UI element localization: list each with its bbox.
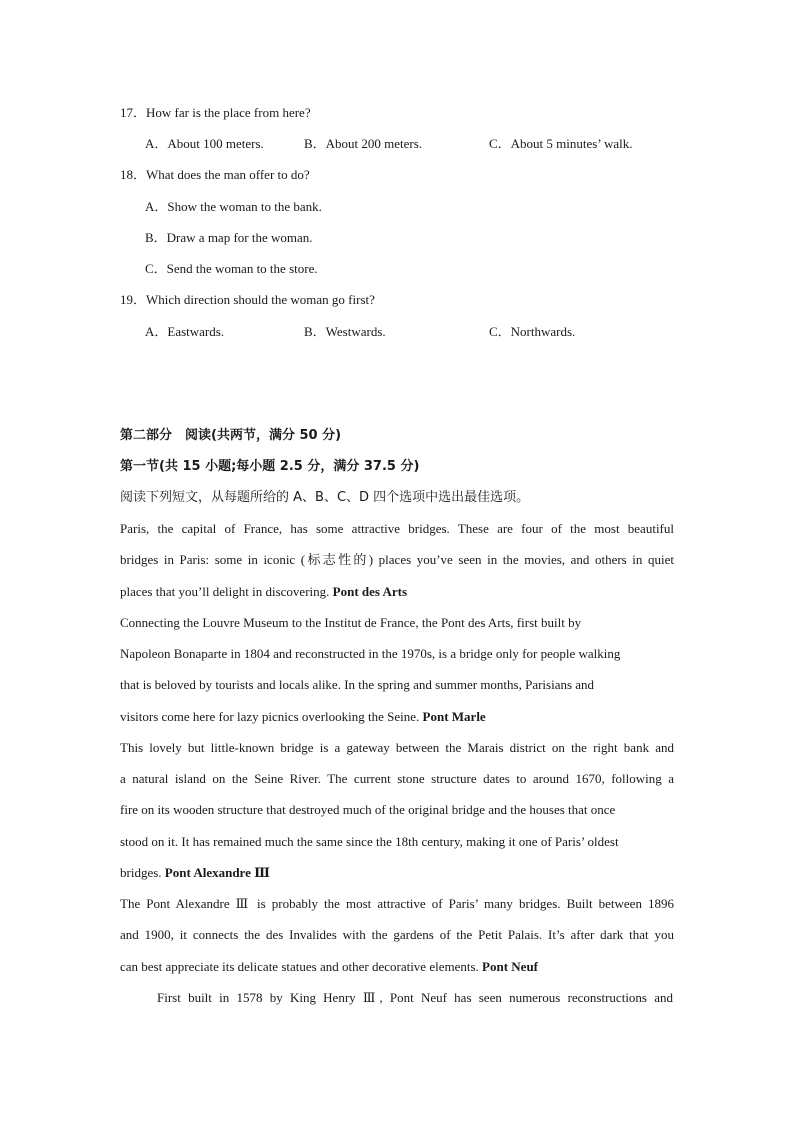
question-19: 19．Which direction should the woman go first? <box>120 292 375 307</box>
passage-line: This lovely but little-known bridge is a gateway between the Marais district on the right bank and <box>120 740 674 755</box>
q18-option-b: B．Draw a map for the woman. <box>145 230 313 245</box>
section-title: 第一节(共 15 小题;每小题 2.5 分，满分 37.5 分) <box>120 459 420 474</box>
passage-text: can best appreciate its delicate statues and other decorative elements. <box>120 959 479 974</box>
q18-option-a: A．Show the woman to the bank. <box>145 199 322 214</box>
q17-option-a: A．About 100 meters. <box>145 136 264 151</box>
q19-option-b: B．Westwards. <box>304 324 386 339</box>
passage-line <box>120 584 407 600</box>
passage-line: a natural island on the Seine River. The current stone structure dates to around 1670, following a <box>120 771 674 786</box>
q17-option-c: C．About 5 minutes’ walk. <box>489 136 633 151</box>
passage-text: places that you’ll delight in discovering. <box>120 584 330 599</box>
passage-line: and 1900, it connects the des Invalides with the gardens of the Petit Palais. It’s after dark that you <box>120 927 674 942</box>
passage-line: First built in 1578 by King Henry Ⅲ, Pont Neuf has seen numerous reconstructions and <box>157 990 673 1005</box>
passage-text: visitors come here for lazy picnics overlooking the Seine. <box>120 709 420 724</box>
question-17: 17．How far is the place from here? <box>120 105 311 120</box>
q17-option-b: B．About 200 meters. <box>304 136 423 151</box>
heading-pont-alexandre: Pont Alexandre Ⅲ <box>164 865 270 880</box>
heading-pont-neuf: Pont Neuf <box>482 959 539 974</box>
part-title: 第二部分 阅读(共两节，满分 50 分) <box>120 428 342 443</box>
passage-line: Connecting the Louvre Museum to the Institut de France, the Pont des Arts, first built by <box>120 615 582 630</box>
passage-line <box>120 709 486 725</box>
passage-line <box>120 959 538 975</box>
passage-line: bridges in Paris: some in iconic (标志性的) places you’ve seen in the movies, and others in quiet <box>120 552 674 567</box>
passage-line: stood on it. It has remained much the same since the 18th century, making it one of Paris’ oldest <box>120 834 619 849</box>
passage-line: Paris, the capital of France, has some attractive bridges. These are four of the most beautiful <box>120 521 674 536</box>
passage-line <box>120 865 270 881</box>
instruction: 阅读下列短文，从每题所给的 A、B、C、D 四个选项中选出最佳选项。 <box>120 490 530 505</box>
q19-option-a: A．Eastwards. <box>145 324 225 339</box>
question-18: 18．What does the man offer to do? <box>120 167 310 182</box>
passage-line: Napoleon Bonaparte in 1804 and reconstructed in the 1970s, is a bridge only for people walking <box>120 646 621 661</box>
q19-option-c: C．Northwards. <box>489 324 576 339</box>
passage-line: fire on its wooden structure that destroyed much of the original bridge and the houses that once <box>120 802 616 817</box>
heading-pont-des-arts: Pont des Arts <box>332 584 408 599</box>
passage-line: that is beloved by tourists and locals alike. In the spring and summer months, Parisians and <box>120 677 595 692</box>
passage-line: The Pont Alexandre Ⅲ is probably the most attractive of Paris’ many bridges. Built between 1896 <box>120 896 674 911</box>
q18-option-c: C．Send the woman to the store. <box>145 261 318 276</box>
passage-text: bridges. <box>120 865 162 880</box>
heading-pont-marle: Pont Marle <box>422 709 486 724</box>
